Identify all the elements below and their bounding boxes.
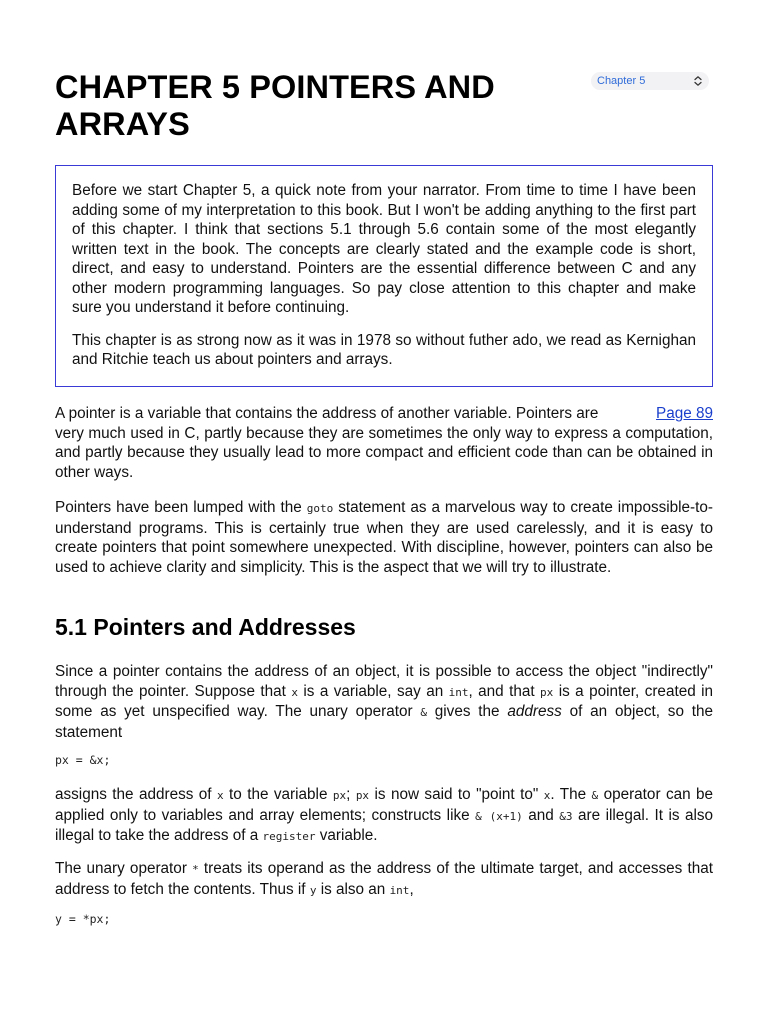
narrator-note-paragraph: This chapter is as strong now as it was in 1978 so without futher ado, we read as Kernighan and Ritchie teach us about pointers and arrays. [72, 331, 696, 368]
intro-line-1: A pointer is a variable that contains the address of another variable. Pointers are [55, 405, 599, 422]
intro-paragraph-1 [55, 404, 713, 482]
page-89-link[interactable]: Page 89 [656, 405, 713, 422]
chapter-title: CHAPTER 5 POINTERS AND ARRAYS [55, 69, 495, 142]
inline-code: px [332, 789, 347, 802]
inline-code: int [448, 685, 469, 699]
section-paragraph-3: The unary operator * treats its operand as the address of the ultimate target, and accesses that address to fetch the contents. Thus if y is also an int, [55, 860, 713, 898]
inline-code: x [291, 685, 298, 699]
inline-code: int [389, 883, 410, 897]
narrator-note-paragraph: Before we start Chapter 5, a quick note from your narrator. From time to time I have been adding some of my interpretation to this book. But I won't be adding anything to the first part of this chapter. I think that sections 5.1 through 5.6 contain some of the most elegantly written text in the book. The concepts are clearly stated and the example code is short, direct, and easy to understand. Pointers are the essential difference between C and any other modern programming languages. So pay close attention to this chapter and make sure you understand it before continuing. [72, 182, 696, 316]
chapter-nav-select-value: Chapter 5 [597, 75, 646, 87]
inline-code: x [216, 789, 224, 802]
code-sample: y = *px; [55, 912, 111, 926]
section-heading: 5.1 Pointers and Addresses [55, 614, 356, 640]
inline-code: & [591, 789, 599, 802]
inline-code: px [540, 685, 554, 699]
inline-code: y [309, 883, 317, 897]
inline-code: & [420, 706, 427, 719]
inline-code: px [355, 789, 370, 802]
inline-code: &3 [559, 809, 573, 823]
chapter-nav-select[interactable] [591, 72, 709, 90]
inline-code: x [543, 789, 551, 802]
code-sample: px = &x; [55, 753, 111, 767]
section-paragraph-2: assigns the address of x to the variable px; px is now said to "point to" x. The & operator can be applied only to variables and array elements; constructs like & (x+1) and &3 are illegal. It is also illegal to take the address of a register variable. [55, 786, 714, 844]
inline-code: * [192, 863, 199, 876]
section-paragraph-1: Since a pointer contains the address of an object, it is possible to access the object "indirectly" through the pointer. Suppose that x is a variable, say an int, and that px is a pointer, created in some as yet unspecified way. The unary operator & gives the address of an object, so the statement [55, 663, 714, 741]
inline-code: & (x+1) [475, 809, 523, 823]
narrator-note-box [55, 165, 713, 387]
inline-code: goto [306, 502, 334, 515]
chevron-up-down-icon [693, 75, 703, 87]
inline-code: register [262, 830, 316, 843]
emphasis: address [507, 703, 562, 720]
intro-paragraph-2: Pointers have been lumped with the goto statement as a marvelous way to create impossible-to-understand programs. This is certainly true when they are used carelessly, and it is easy to create pointers that point somewhere unexpected. With discipline, however, pointers can also be used to achieve clarity and simplicity. This is the aspect that we will try to illustrate. [55, 499, 714, 576]
intro-paragraph-1-rest: very much used in C, partly because they are sometimes the only way to express a computation, and partly because they usually lead to more compact and efficient code than can be obtained in other ways. [55, 424, 713, 481]
